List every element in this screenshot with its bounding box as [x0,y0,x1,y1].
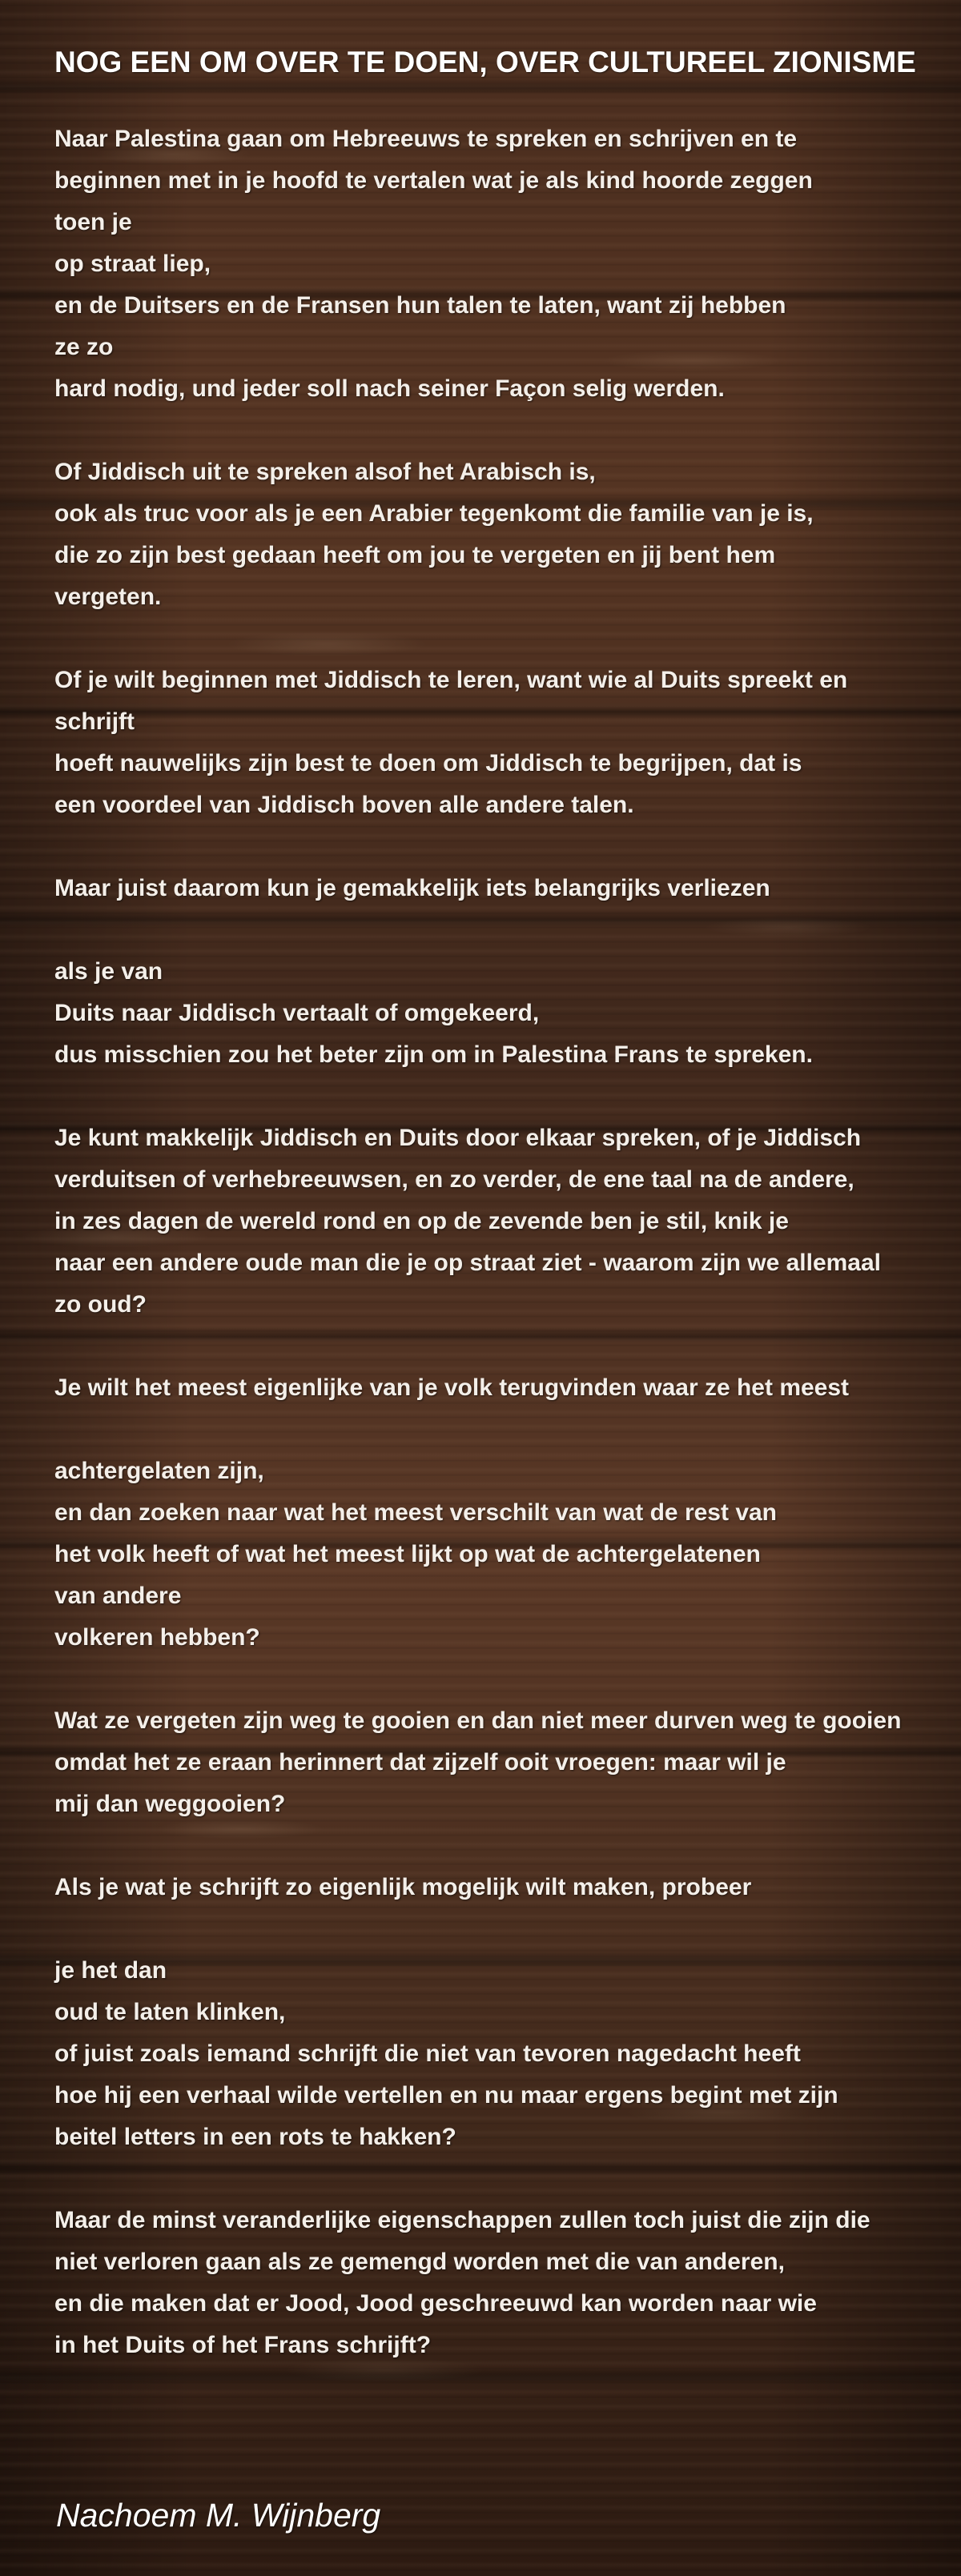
poem-body [54,118,961,2366]
poem-line: vergeten. [54,584,162,610]
poem-line: hoe hij een verhaal wilde vertellen en nu maar ergens begint met zijn [54,2082,838,2109]
poem-line: verduitsen of verhebreeuwsen, en zo verder, de ene taal na de andere, [54,1166,854,1193]
poem-line [54,1409,961,1451]
poem-line [54,410,961,451]
poem-line: een voordeel van Jiddisch boven alle andere talen. [54,792,634,818]
poem-line: in zes dagen de wereld rond en op de zevende ben je stil, knik je [54,1208,789,1234]
poem-line [54,1659,961,1700]
poem-line: ook als truc voor als je een Arabier tegenkomt die familie van je is, [54,500,814,527]
poem-line: in het Duits of het Frans schrijft? [54,2332,432,2358]
poem-line: Je wilt het meest eigenlijke van je volk terugvinden waar ze het meest [54,1374,850,1401]
poem-line: Je kunt makkelijk Jiddisch en Duits door elkaar spreken, of je Jiddisch [54,1125,862,1151]
poem-line: toen je [54,209,132,235]
poem-line: Naar Palestina gaan om Hebreeuws te spreken en schrijven en te [54,126,798,152]
poem-line [54,1908,961,1950]
poem-line: en die maken dat er Jood, Jood geschreeuwd kan worden naar wie [54,2290,817,2317]
poem-line [54,618,961,660]
poem-line: en dan zoeken naar wat het meest verschilt van wat de rest van [54,1499,778,1526]
poem-line: Of je wilt beginnen met Jiddisch te leren, want wie al Duits spreekt en [54,667,848,693]
poem-line [54,1326,961,1367]
poem-line: die zo zijn best gedaan heeft om jou te vergeten en jij bent hem [54,542,776,568]
poem-line: oud te laten klinken, [54,1999,286,2025]
poem-line: Duits naar Jiddisch vertaalt of omgekeerd, [54,1000,540,1026]
poem-line: zo oud? [54,1291,147,1318]
poem-line: op straat liep, [54,251,211,277]
poem-line: dus misschien zou het beter zijn om in Palestina Frans te spreken. [54,1041,813,1068]
poem-line: Wat ze vergeten zijn weg te gooien en dan niet meer durven weg te gooien [54,1707,902,1734]
poem-line: van andere [54,1583,182,1609]
poem-line: omdat het ze eraan herinnert dat zijzelf ooit vroegen: maar wil je [54,1749,786,1776]
poem-line: niet verloren gaan als ze gemengd worden met die van anderen, [54,2249,785,2275]
poem-line [54,2158,961,2200]
poem-title: NOG EEN OM OVER TE DOEN, OVER CULTUREEL ZIONISME [54,46,916,78]
poem-line: beginnen met in je hoofd te vertalen wat je als kind hoorde zeggen [54,167,813,194]
poem-line: schrijft [54,708,135,735]
poem-line: Als je wat je schrijft zo eigenlijk mogelijk wilt maken, probeer [54,1874,752,1900]
poem-line: als je van [54,958,163,985]
poem-line: volkeren hebben? [54,1624,260,1651]
poem-line: naar een andere oude man die je op straat ziet - waarom zijn we allemaal [54,1250,882,1276]
poem-line: ze zo [54,334,114,360]
poem-author: Nachoem M. Wijnberg [56,2497,381,2534]
poem-line [54,1825,961,1867]
poem-line: Of Jiddisch uit te spreken alsof het Arabisch is, [54,459,596,485]
poem-line: Maar de minst veranderlijke eigenschappen zullen toch juist die zijn die [54,2207,871,2233]
poem-line: je het dan [54,1957,167,1984]
poem-line: en de Duitsers en de Fransen hun talen te laten, want zij hebben [54,292,786,319]
poem-line: beitel letters in een rots te hakken? [54,2124,456,2150]
poem-line: mij dan weggooien? [54,1791,286,1817]
poem-line [54,1076,961,1117]
poem-line: hoeft nauwelijks zijn best te doen om Jiddisch te begrijpen, dat is [54,750,802,776]
poem-line: achtergelaten zijn, [54,1458,264,1484]
poem-line [54,826,961,868]
poem-line: hard nodig, und jeder soll nach seiner Façon selig werden. [54,375,725,402]
poem-line: Maar juist daarom kun je gemakkelijk iets belangrijks verliezen [54,875,770,901]
poem-line: of juist zoals iemand schrijft die niet van tevoren nagedacht heeft [54,2040,801,2067]
poem-line [54,909,961,951]
poem-line: het volk heeft of wat het meest lijkt op wat de achtergelatenen [54,1541,761,1567]
